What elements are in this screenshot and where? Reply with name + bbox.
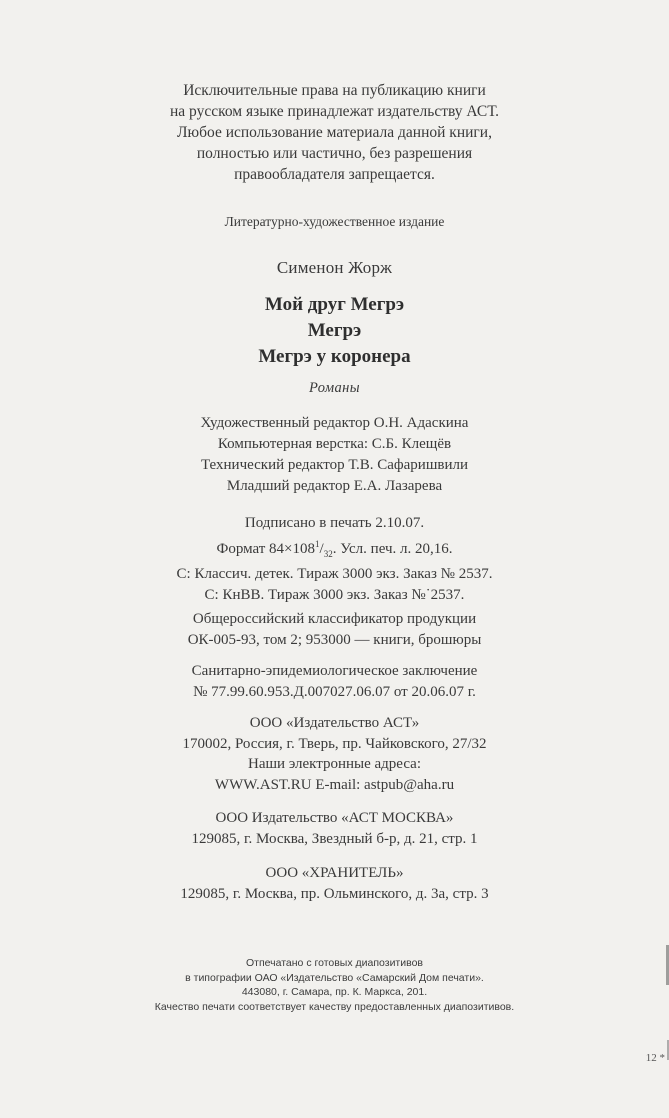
print-run-line: С: Классич. детек. Тираж 3000 экз. Заказ № 2537.	[176, 566, 493, 582]
printery-line: Качество печати соответствует качеству предоставленных диапозитивов.	[154, 1000, 515, 1013]
staff-line: Компьютерная верстка: С.Б. Клещёв	[217, 436, 452, 452]
staff-line: Технический редактор Т.В. Сафаришвили	[200, 457, 469, 473]
sanitary-line: № 77.99.60.953.Д.007027.06.07 от 20.06.07 г.	[193, 683, 476, 700]
signed-date: Подписано в печать 2.10.07.	[244, 515, 425, 531]
publisher-line: ООО «Издательство АСТ»	[249, 715, 420, 731]
publisher-ast	[0, 713, 669, 795]
format-prefix: Формат 84×108	[216, 540, 316, 557]
publisher-line: 129085, г. Москва, пр. Ольминского, д. 3а, стр. 3	[180, 885, 489, 902]
book-title: Мой друг Мегрэ	[264, 294, 405, 315]
publisher-ast-moskva	[0, 808, 669, 849]
edition-type: Литературно-художественное издание	[224, 214, 445, 229]
staff-line: Художественный редактор О.Н. Адаскина	[200, 415, 469, 431]
printery-info	[0, 956, 669, 1014]
format-sup: 1	[315, 538, 320, 549]
staff-line: Младший редактор Е.А. Лазарева	[226, 478, 443, 494]
format-suffix: . Усл. печ. л. 20,16.	[332, 540, 453, 557]
publisher-line: ООО «ХРАНИТЕЛЬ»	[265, 865, 404, 881]
sanitary-certificate	[0, 661, 669, 702]
publisher-line: ООО Издательство «АСТ МОСКВА»	[215, 810, 454, 826]
page-signature-mark: 12 *	[645, 1052, 665, 1064]
publisher-line: WWW.AST.RU E-mail: astpub@aha.ru	[214, 776, 455, 793]
printery-line: Отпечатано с готовых диапозитивов	[246, 957, 423, 969]
book-title: Мегрэ у коронера	[258, 346, 411, 367]
author-name: Сименон Жорж	[276, 258, 393, 277]
publisher-line: 129085, г. Москва, Звездный б-р, д. 21, стр. 1	[191, 830, 478, 847]
book-titles	[0, 292, 669, 370]
book-title: Мегрэ	[307, 320, 362, 341]
rights-line: полностью или частично, без разрешения	[196, 145, 473, 162]
publisher-line: Наши электронные адреса:	[248, 756, 421, 772]
rights-notice	[0, 80, 669, 185]
format-sub: 32	[323, 548, 333, 559]
printery-line: 443080, г. Самара, пр. К. Маркса, 201.	[241, 986, 428, 998]
genre-label: Романы	[309, 380, 360, 396]
format-line: Формат $84\times 108^1/_{32}$. Усл. печ. л. 20,16.	[216, 538, 453, 559]
rights-line: на русском языке принадлежат издательству АСТ.	[170, 103, 499, 120]
rights-line: Любое использование материала данной книги,	[177, 124, 492, 141]
print-run-line: С: КнВВ. Тираж 3000 экз. Заказ №˙2537.	[204, 586, 465, 603]
classifier-line: ОК-005-93, том 2; 953000 — книги, брошюры	[187, 631, 482, 648]
sanitary-line: Санитарно-эпидемиологическое заключение	[191, 663, 478, 679]
rights-line: Исключительные права на публикацию книги	[183, 82, 486, 99]
product-classifier	[0, 609, 669, 650]
rights-line: правообладателя запрещается.	[234, 166, 435, 183]
classifier-line: Общероссийский классификатор продукции	[192, 611, 477, 627]
publisher-line: 170002, Россия, г. Тверь, пр. Чайковского, 27/32	[182, 735, 487, 752]
printery-line: в типографии ОАО «Издательство «Самарский Дом печати».	[185, 971, 484, 984]
print-info	[0, 513, 669, 605]
editorial-staff	[0, 413, 669, 497]
publisher-khranitel	[0, 863, 669, 904]
